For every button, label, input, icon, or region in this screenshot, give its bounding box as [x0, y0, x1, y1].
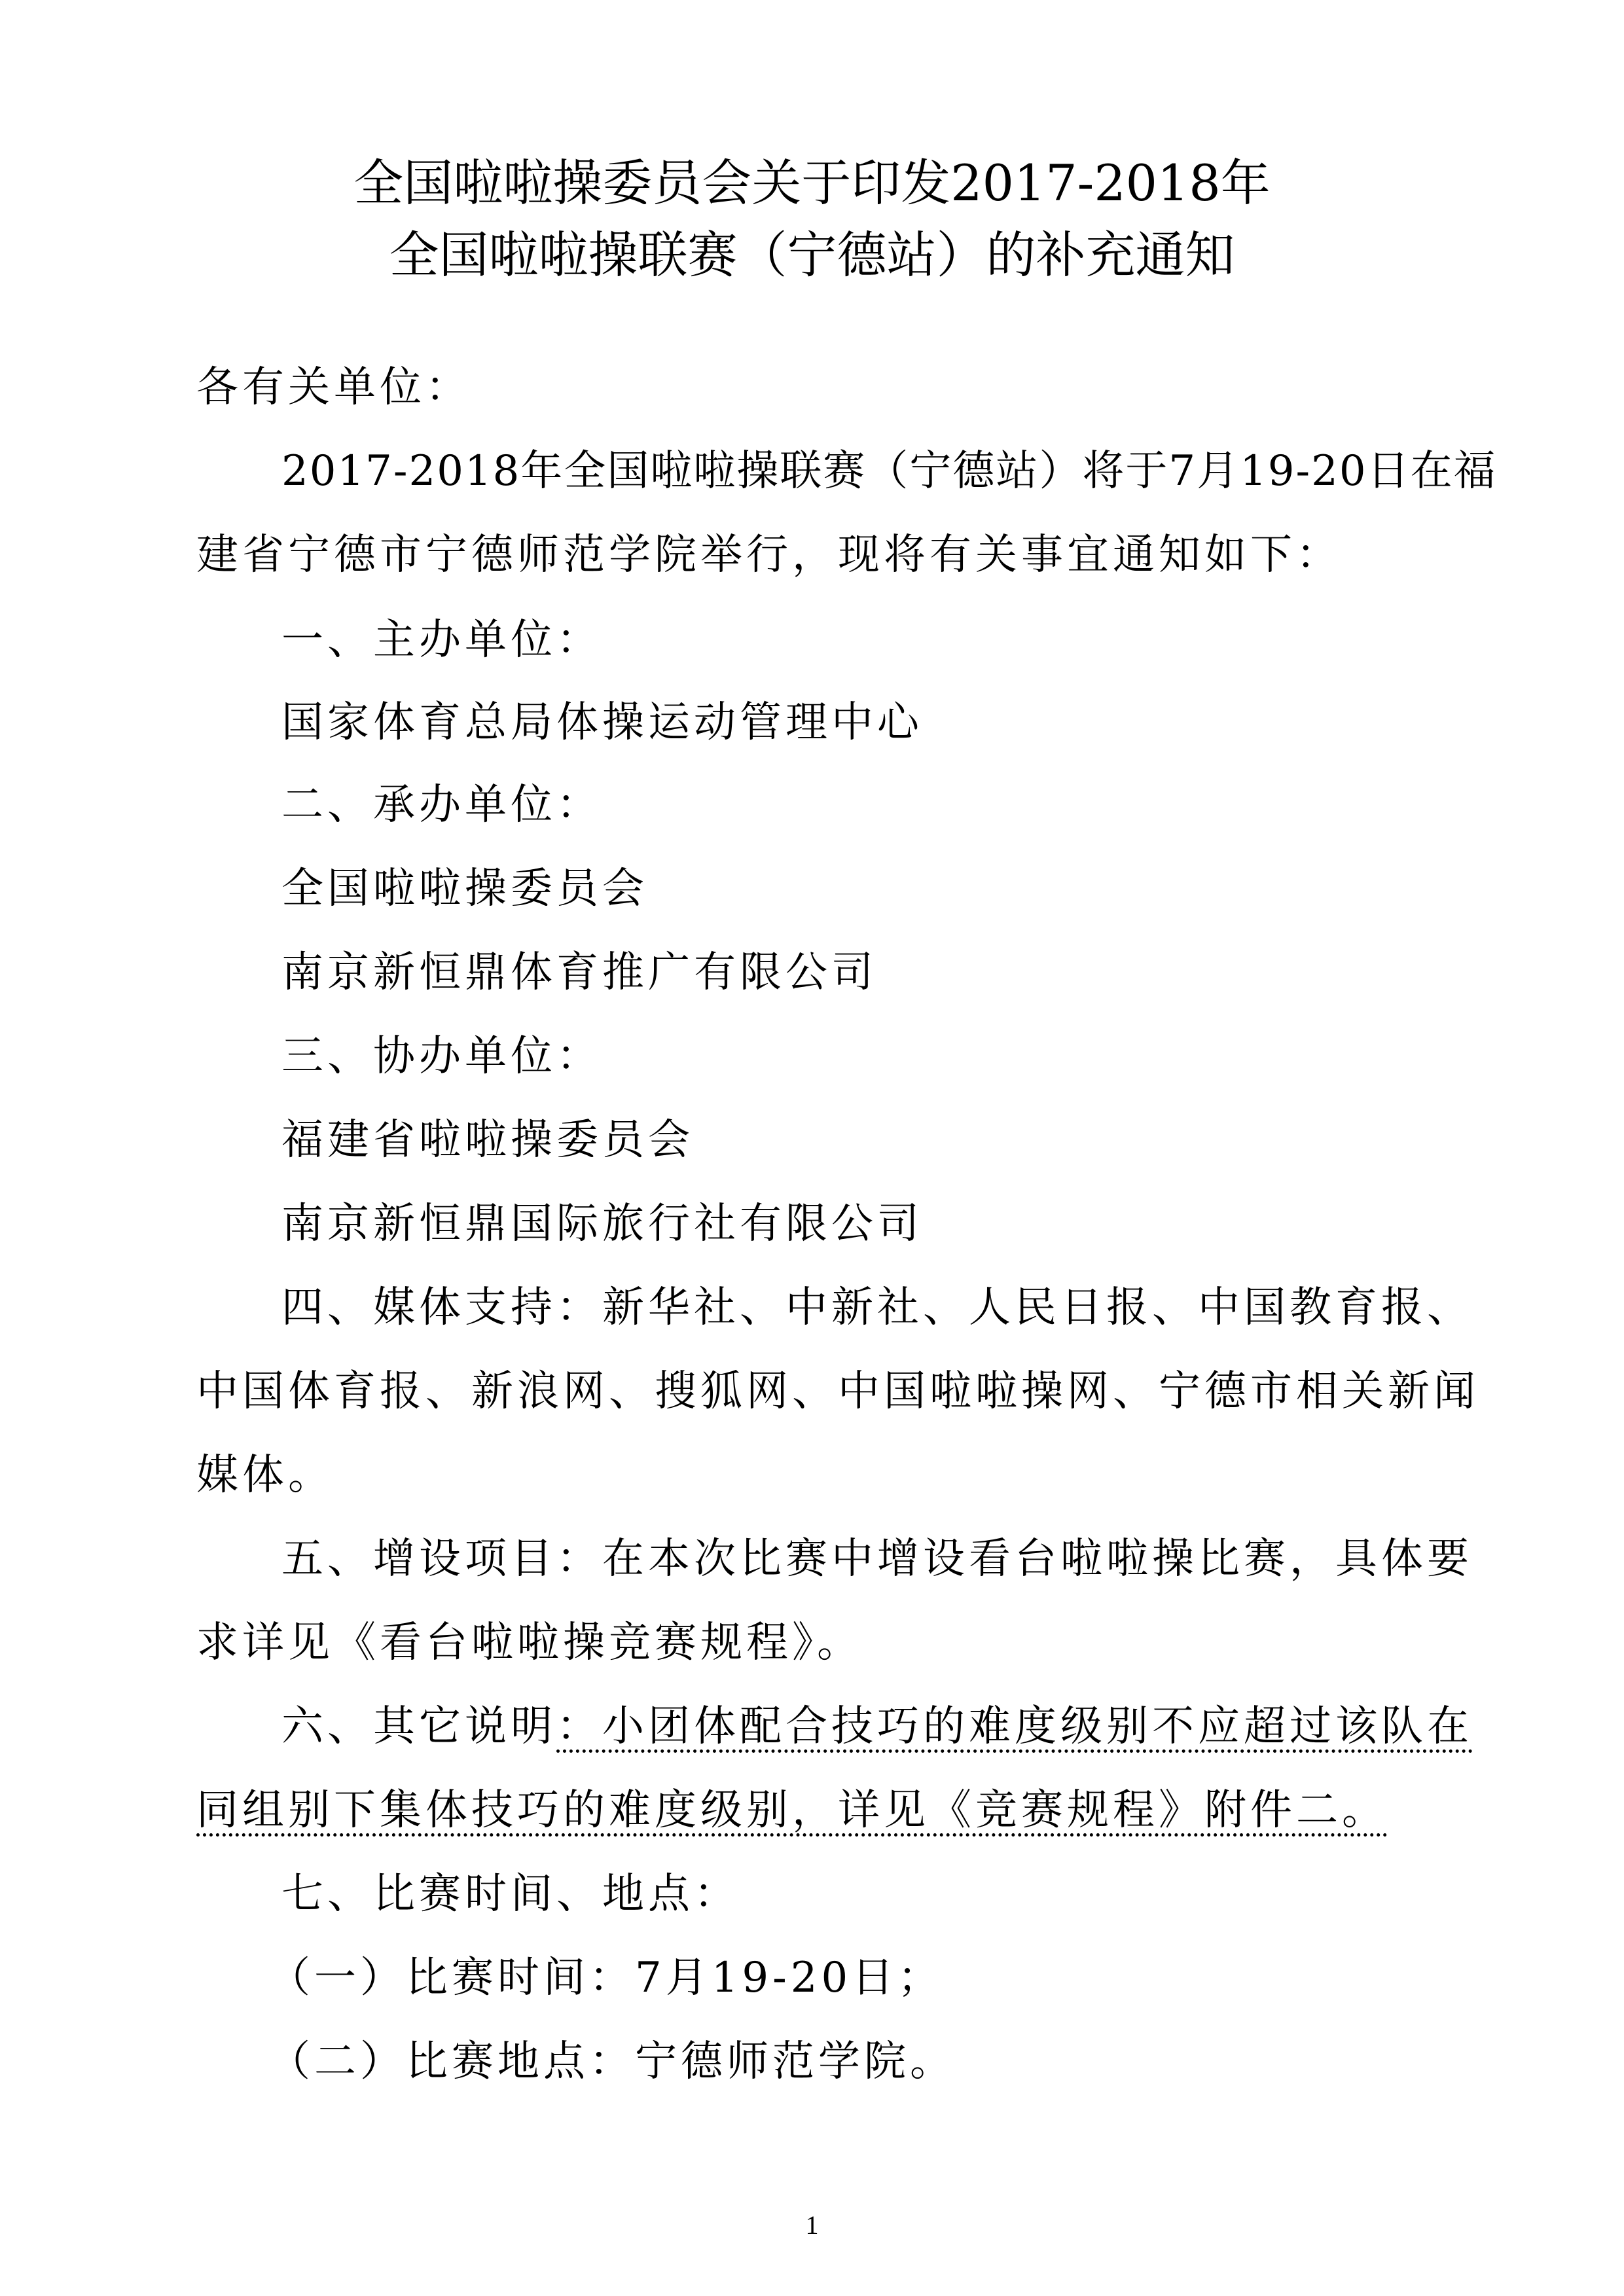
section-7-item-1: （一）比赛时间：7月19-20日；	[268, 1954, 944, 2002]
section-3-item-1: 福建省啦啦操委员会	[281, 1116, 694, 1164]
section-7-item-2: （二）比赛地点：宁德师范学院。	[268, 2037, 956, 2086]
section-4-line-1: 四、媒体支持：新华社、中新社、人民日报、中国教育报、	[281, 1283, 1473, 1332]
intro-paragraph-line-1: 2017-2018年全国啦啦操联赛（宁德站）将于7月19-20日在福	[281, 447, 1497, 495]
section-6-emphasized-text-1: ：小团体配合技巧的难度级别不应超过该队在	[556, 1702, 1473, 1751]
page-number: 1	[805, 2210, 819, 2240]
section-6-heading: 六、其它说明	[281, 1702, 556, 1751]
section-4-line-2: 中国体育报、新浪网、搜狐网、中国啦啦操网、宁德市相关新闻	[196, 1367, 1479, 1416]
section-2-heading: 二、承办单位：	[281, 781, 602, 829]
salutation: 各有关单位：	[196, 363, 471, 412]
section-3-heading: 三、协办单位：	[281, 1032, 602, 1081]
section-7-heading: 七、比赛时间、地点：	[281, 1870, 740, 1918]
section-1-item-1: 国家体育总局体操运动管理中心	[281, 698, 923, 747]
section-6-line-1	[281, 1700, 1473, 1753]
section-1-heading: 一、主办单位：	[281, 616, 602, 664]
section-6-emphasized-text-2: 同组别下集体技巧的难度级别，详见《竞赛规程》附件二。	[196, 1786, 1388, 1835]
section-3-item-2: 南京新恒鼎国际旅行社有限公司	[281, 1200, 923, 1248]
document-title-line-2: 全国啦啦操联赛（宁德站）的补充通知	[389, 226, 1235, 284]
section-2-item-2: 南京新恒鼎体育推广有限公司	[281, 948, 877, 997]
section-5-line-2: 求详见《看台啦啦操竞赛规程》。	[196, 1619, 863, 1667]
document-title-line-1: 全国啦啦操委员会关于印发2017-2018年	[353, 154, 1271, 212]
section-5-line-1: 五、增设项目：在本次比赛中增设看台啦啦操比赛，具体要	[281, 1535, 1473, 1583]
section-6-line-2	[196, 1784, 1388, 1837]
intro-paragraph-line-2: 建省宁德市宁德师范学院举行，现将有关事宜通知如下：	[196, 531, 1342, 579]
section-2-item-1: 全国啦啦操委员会	[281, 865, 648, 913]
section-4-line-3: 媒体。	[196, 1451, 334, 1499]
